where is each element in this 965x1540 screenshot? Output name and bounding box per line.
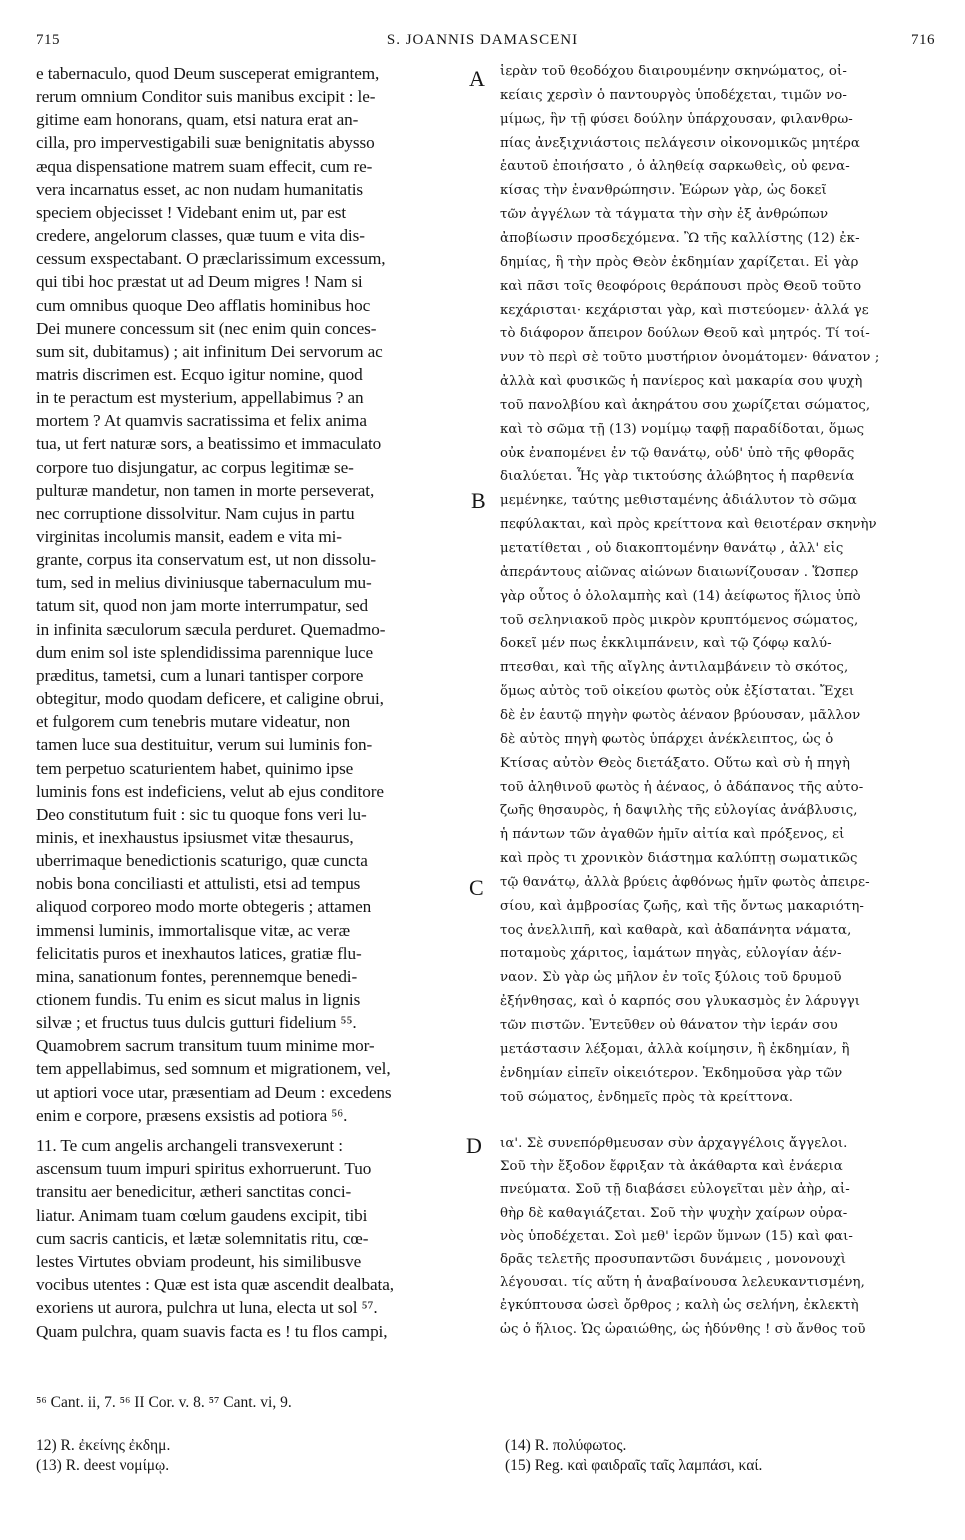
text-line: exoriens ut aurora, pulchra ut luna, electa ut sol ⁵⁷. [36, 1298, 378, 1318]
text-line: τῶν πιστῶν. Ἐντεῦθεν οὐ θάνατον τὴν ἱεράν σου [500, 1018, 838, 1033]
text-line: minis, et inexhaustus ipsiusmet vitæ thesaurus, [36, 827, 354, 847]
text-line: cum omnibus quoque Deo afflatis hominibus hoc [36, 295, 371, 315]
text-line: πνεύματα. Σοῦ τῇ διαβάσει εὐλογεῖται μὲν ἀὴρ, αἰ- [500, 1182, 850, 1198]
text-line: præditus, tametsi, cum a lunari tantisper corpore [36, 665, 364, 685]
text-line: ποταμοὺς χάριτος, ἰαμάτων πηγὰς, εὐλογίαν ἀέν- [500, 946, 842, 962]
text-line: sum sit, dubitamus) ; ait infinitum Dei servorum ac [36, 341, 383, 361]
text-line: διαλύεται. Ἧς γὰρ τικτούσης ἀλώβητος ἡ παρθενία [500, 469, 855, 485]
text-line: μετατίθεται , οὐ διακοπτομένην θανάτῳ , ἀλλ' εἰς [500, 541, 844, 556]
text-line: æqua dispensatione matrem suam effecit, cum re- [36, 156, 373, 176]
text-line: τῶν ἀγγέλων τὰ τάγματα τὴν σὴν ἐξ ἀνθρώπων [500, 207, 829, 223]
text-line: dum enim sol iste splendidissima parennique luce [36, 642, 373, 662]
text-line: τος ἀνελλιπῆ, καὶ καθαρὰ, καὶ ἀδαπάνητα νάματα, [500, 922, 852, 938]
footnote: (14) R. πολύφωτος. [505, 1437, 627, 1454]
text-line: et fulgorem cum tenebris mutare videatur, non [36, 712, 351, 732]
text-line: μετάστασιν λέξομαι, ἀλλὰ κοίμησιν, ἢ ἐκδημίαν, ἢ [500, 1041, 850, 1057]
text-line: μίμως, ἣν τῇ φύσει δούλην ὑπάρχουσαν, φιλανθρω- [500, 111, 853, 127]
text-line: καὶ πρὸς τι χρονικὸν διάστημα καλύπτῃ σωματικῶς [500, 851, 858, 867]
text-line: νυν τὸ περὶ σὲ τοῦτο μυστήριον ὀνομάτομεν· θάνατον ; [500, 350, 880, 366]
text-line: θὴρ δὲ καθαγιάζεται. Σοῦ τὴν ψυχὴν χαίρων οὐρα- [500, 1205, 848, 1221]
text-line: felicitatis puros et inexhautos latices, gratiæ flu- [36, 943, 362, 963]
text-line: οὐκ ἐναπομένει ἐν τῷ θανάτῳ, οὐδ' ὑπὸ τῆς φθορᾶς [500, 445, 855, 461]
text-line: Quam pulchra, quam suavis facta es ! tu flos campi, [36, 1321, 388, 1341]
text-line: σίου, καὶ ἀμβροσίας ζωῆς, καὶ τῆς ὄντως μακαριότη- [500, 898, 865, 914]
text-line: virginitas incolumis mansit, eadem e vita mi- [36, 527, 342, 546]
text-line: mortem ? At quamvis sacratissima et felix anima [36, 411, 367, 431]
text-line: qui tibi hoc præstat ut ad Deum migres ! Nam si [36, 272, 363, 292]
text-line: cilla, pro impervestigabili suæ benignitatis abysso [36, 133, 375, 153]
text-line: ναον. Σὺ γὰρ ὡς μῆλον ἐν τοῖς ξύλοις τοῦ δρυμοῦ [500, 970, 842, 986]
text-line: μεμένηκε, ταύτης μεθισταμένης ἀδιάλυτον τὸ σῶμα [500, 493, 857, 509]
text-line: τῷ θανάτῳ, ἀλλὰ βρύεις ἀφθόνως ἡμῖν φωτὸς ἀπειρε- [500, 874, 870, 890]
text-line: tamen luce sua destituitur, verum sui luminis fon- [36, 735, 373, 755]
text-line: obtegitur, modo quodam deficere, et caligine obrui, [36, 689, 384, 709]
page-number-left: 715 [36, 32, 60, 48]
text-line: tem appellabimus, sed somnum et migrationem, vel, [36, 1059, 391, 1079]
text-line: ἐγκύπτουσα ὡσεὶ ὄρθρος ; καλὴ ὡς σελήνη, ἐκλεκτὴ [500, 1298, 859, 1314]
margin-letter-d: D [466, 1133, 482, 1158]
text-line: ἀποβίωσιν προσδεχόμενα. Ὢ τῆς καλλίστης (12) ἐκ- [500, 230, 860, 246]
text-line: tua, ut fert naturæ sors, a beatissimo et immaculato [36, 434, 382, 454]
text-line: πίας ἀνεξιχνιάστοις πελάγεσιν οἰκονομικῶς μητέρα [500, 135, 860, 151]
text-line: transitu aer benedicitur, ætheri sanctitas conci- [36, 1182, 352, 1202]
text-line: rerum omnium Conditor suis manibus excipit : le- [36, 87, 376, 107]
text-line: pulturæ mandetur, non tamen in morte perseverat, [36, 480, 375, 500]
text-line: ascensum tuum impuri spiritus exhorruerunt. Tuo [36, 1159, 372, 1179]
text-line: λέγουσαι. τίς αὕτη ἡ ἀναβαίνουσα λελευκαντισμένη, [500, 1275, 865, 1291]
text-line: ὡς ὁ ἥλιος. Ὡς ὡραιώθης, ὡς ἡδύνθης ! σὺ ἄνθος τοῦ [500, 1321, 866, 1337]
text-line: ut aptiori voce utar, præsentiam ad Deum : excedens [36, 1082, 392, 1102]
text-line: Deo constitutum fuit : sic tu quoque fons veri lu- [36, 804, 367, 824]
text-line: ζωῆς θησαυρὸς, ἡ δαψιλὴς τῆς εὐλογίας ἀνάβλυσις, [500, 803, 858, 819]
running-title: S. JOANNIS DAMASCENI [386, 32, 579, 48]
text-line: δὲ αὐτὸς πηγὴ φωτὸς ὑπάρχει ἀνέκλειπτος, ὡς ὁ [500, 731, 834, 747]
text-line: credere, angelorum classes, quæ tuum e vita dis- [36, 226, 365, 246]
text-line: luminis fons est indeficiens, velut ab ejus conditore [36, 781, 384, 801]
text-line: nec corruptione dissolvitur. Nam cujus in partu [36, 503, 355, 523]
text-line: mina, sanationum fontes, perennemque benedi- [36, 966, 358, 986]
text-line: τοῦ σεληνιακοῦ πρὸς μικρὸν κρυπτόμενος σώματος, [500, 612, 859, 628]
text-line: δρᾶς τελετῆς προσυπαντῶσι δυνάμεις , μονονουχὶ [500, 1252, 847, 1267]
text-line: τοῦ πανολβίου καὶ ἀκηράτου σου χωρίζεται σώματος, [500, 397, 871, 413]
text-line: speciem objecisset ! Videbant enim ut, par est [36, 202, 347, 222]
text-line: tatum sit, quod non jam morte interrumpatur, sed [36, 596, 368, 616]
text-line: τὸ διάφορον ἄπειρον δούλων Θεοῦ καὶ μητρός. Τί τοί- [500, 326, 870, 342]
text-line: καὶ τὸ σῶμα τῇ (13) νομίμῳ ταφῇ παραδίδοται, ὅμως [500, 421, 865, 437]
text-line: in te peractum est mysterium, appellabimus ? an [36, 388, 364, 408]
text-line: nobis bona conciliasti et attulisti, etsi ad tempus [36, 874, 361, 894]
text-line: πεφύλακται, καὶ πρὸς κρείττονα καὶ θειοτέραν σκηνὴν [500, 517, 877, 533]
text-line: ὅμως αὐτὸς τοῦ οἰκείου φωτὸς οὐκ ἐξίσταται. Ἔχει [500, 684, 855, 700]
text-line: uberrimaque benedictionis scaturigo, quæ cuncta [36, 851, 368, 871]
text-line: liatur. Animam tuam cœlum gaudens excipit, tibi [36, 1205, 368, 1225]
text-line: τοῦ σώματος, ἐνδημεῖς πρὸς τὰ κρείττονα. [500, 1089, 794, 1105]
text-line: lestes Virtutes obviam prodeunt, his similibusve [36, 1252, 362, 1271]
text-line: enim e corpore, præsens exsistis ad potiora ⁵⁶. [36, 1105, 348, 1125]
margin-letter-a: A [469, 66, 485, 91]
text-line: ctionem fundis. Tu enim es sicut malus in lignis [36, 990, 361, 1009]
footnote: (13) R. deest νομίμῳ. [36, 1457, 170, 1474]
text-line: grante, corpus ita conservatum est, ut non dissolu- [36, 550, 377, 570]
text-line: aliquod corporeo modo morte obtegeris ; attamen [36, 897, 372, 917]
text-line: ἡ πάντων τῶν ἀγαθῶν ἡμῖν αἰτία καὶ πρόξενος, εἰ [500, 827, 845, 843]
scripture-reference-line: ⁵⁶ Cant. ii, 7. ⁵⁶ II Cor. v. 8. ⁵⁷ Cant. vi, 9. [36, 1394, 292, 1411]
text-line: ἱερὰν τοῦ θεοδόχου διαιρουμένην σκηνώματος, οἰ- [500, 64, 847, 79]
text-line: Quamobrem sacrum transitum tuum minime mor- [36, 1036, 375, 1056]
text-line: Κτίσας αὐτὸν Θεὸς διετάξατο. Οὕτω καὶ σὺ ἡ πηγὴ [500, 755, 851, 771]
text-line: silvæ ; et fructus tuus dulcis gutturi fidelium ⁵⁵. [36, 1013, 357, 1033]
text-line: immensi luminis, immortalisque vitæ, ac veræ [36, 920, 351, 940]
text-line: πτεσθαι, καὶ τῆς αἴγλης ἀντιλαμβάνειν τὸ σκότος, [500, 660, 849, 676]
text-line: δοκεῖ μέν πως ἐκκλιμπάνειν, καὶ τῷ ζόφῳ καλύ- [500, 636, 832, 652]
text-line: ἑαυτοῦ ἐποιήσατο , ὁ ἀληθείᾳ σαρκωθεὶς, οὐ φενα- [500, 159, 850, 175]
text-line: δημίας, ἣ τὴν πρὸς Θεὸν ἐκδημίαν χαρίζεται. Εἰ γὰρ [500, 254, 859, 270]
text-line: cessum exspectabant. O præclarissimum excessum, [36, 249, 386, 269]
text-line: κεχάρισται· κεχάρισται γὰρ, καὶ πιστεύομεν· ἀλλά γε [500, 302, 869, 318]
footnote: 12) R. ἐκείνης ἐκδημ. [36, 1437, 171, 1454]
text-line: ἐξήνθησας, καὶ ὁ καρπός σου γλυκασμὸς ἐν λάρυγγι [500, 994, 861, 1010]
page-number-right: 716 [911, 32, 935, 48]
text-line: e tabernaculo, quod Deum susceperat emigrantem, [36, 64, 380, 83]
text-line: ἀλλὰ καὶ φυσικῶς ἡ πανίερος καὶ μακαρία σου ψυχὴ [500, 374, 863, 390]
text-line: δὲ ἐν ἑαυτῷ πηγὴν φωτὸς ἀέναον βρύουσαν, μᾶλλον [500, 707, 861, 723]
text-line: ἀπεράντους αἰῶνας αἰώνων διαιωνίζουσαν . Ὥσπερ [500, 564, 859, 580]
text-line: καὶ πᾶσι τοῖς θεοφόροις θεράπουσι πρὸς Θεοῦ τοῦτο [500, 278, 862, 294]
text-line: ἐνδημίαν εἰπεῖν οἰκειότερον. Ἐκδημοῦσα γὰρ τῶν [500, 1065, 843, 1081]
text-line: tem perpetuo scaturientem habet, quinimo ipse [36, 758, 354, 778]
margin-letter-b: B [471, 488, 486, 513]
text-line: νὸς ὑποδέχεται. Σοὶ μεθ' ἱερῶν ὕμνων (15) καὶ φαι- [500, 1228, 853, 1244]
text-line: γὰρ οὗτος ὁ ὁλολαμπὴς καὶ (14) ἀείφωτος ἥλιος ὑπὸ [500, 588, 861, 604]
text-line: κείαις χερσὶν ὁ παντουργὸς ὑποδέχεται, τιμῶν νο- [500, 87, 847, 103]
text-line: Σοῦ τὴν ἔξοδον ἔφριξαν τὰ ἀκάθαρτα καὶ ἐνάερια [500, 1159, 843, 1175]
text-line: matris discrimen est. Ecquo igitur nomine, quod [36, 364, 363, 384]
footnote: (15) Reg. καὶ φαιδραῖς ταῖς λαμπάσι, καί. [505, 1457, 763, 1474]
text-line: tum, sed in melius diviniusque tabernaculum mu- [36, 573, 372, 593]
text-line: gitime eam honorans, quam, etsi natura erat an- [36, 110, 359, 130]
text-line: ια'. Σὲ συνεπόρθμευσαν σὺν ἀρχαγγέλοις ἄγγελοι. [500, 1136, 848, 1151]
text-line: corpore tuo disjungatur, ac corpus legitimæ se- [36, 457, 354, 477]
text-line: τοῦ ἀληθινοῦ φωτὸς ἡ ἀέναος, ὁ ἀδάπανος τῆς αὐτο- [500, 779, 864, 795]
text-line: 11. Te cum angelis archangeli transvexerunt : [36, 1136, 343, 1155]
text-line: in infinita sæculorum sæcula perduret. Quemadmo- [36, 619, 386, 639]
margin-letter-c: C [469, 875, 484, 900]
text-line: vera incarnatus esset, ac non nudam humanitatis [36, 179, 364, 199]
text-line: cum sacris canticis, et lætæ solemnitatis ritu, cœ- [36, 1228, 369, 1248]
text-line: κίσας τὴν ἐνανθρώπησιν. Ἑώρων γὰρ, ὡς δοκεῖ [500, 183, 827, 199]
text-line: vocibus utentes : Quæ est ista quæ ascendit dealbata, [36, 1275, 394, 1295]
text-line: Dei munere concessum sit (nec enim quin conces- [36, 318, 377, 338]
